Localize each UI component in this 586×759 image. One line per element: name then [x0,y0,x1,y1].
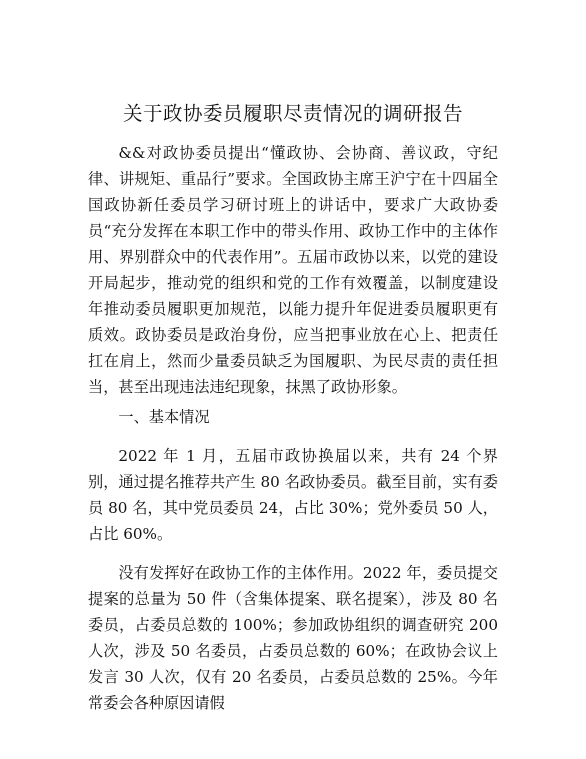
document-title: 关于政协委员履职尽责情况的调研报告 [122,102,463,125]
section-heading-basic: 一、基本情况 [118,408,210,426]
document-body [88,140,498,716]
intro-paragraph: &&对政协委员提出“懂政协、会协商、善议政，守纪律、讲规矩、重品行”要求。全国政协主席王沪宁在十四届全国政协新任委员学习研讨班上的讲话中，要求广大政协委员“充分发挥在本职工作中的带头作用、政协工作中的主体作用、界别群众中的代表作用”。五届市政协以来，以党的建设开局起步，推动党的组织和党的工作有效覆盖，以制度建设年推动委员履职更加规范，以能力提升年促进委员履职更有质效。政协委员是政治身份，应当把事业放在心上、把责任扛在肩上，然而少量委员缺乏为国履职、为民尽责的责任担当，甚至出现违法违纪现象，抹黑了政协形象。 [88,144,498,396]
basic-info-paragraph: 2022 年 1 月，五届市政协换届以来，共有 24 个界别，通过提名推荐共产生 80 名政协委员。截至目前，实有委员 80 名，其中党员委员 24，占比 30%；党外委员 50 人，占比 60%。 [88,447,498,543]
role-paragraph: 没有发挥好在政协工作的主体作用。2022 年，委员提交提案的总量为 50 件（含集体提案、联名提案），涉及 80 名委员，占委员总数的 100%；参加政协组织的调查研究 200 人次，涉及 50 名委员，占委员总数的 60%；在政协会议上发言 30 人次，仅有 20 名委员，占委员总数的 25%。今年常委会各种原因请假 [88,564,498,712]
